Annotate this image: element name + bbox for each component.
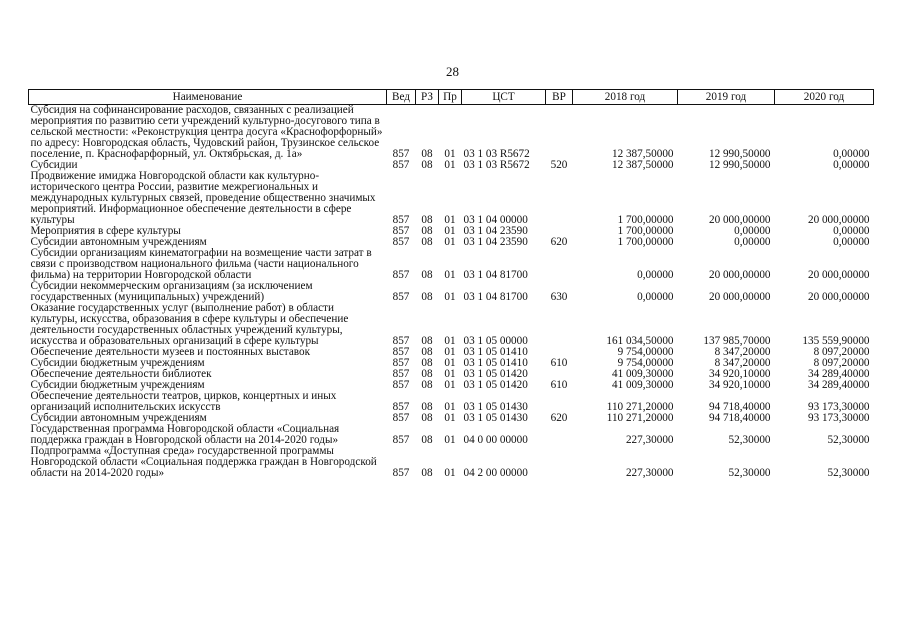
cell-rz: 08 <box>421 467 433 479</box>
page-number: 28 <box>446 64 459 79</box>
cell-2020: 93 173,30000 <box>807 412 870 424</box>
cell-cst: 03 1 04 81700 <box>463 291 528 303</box>
cell-2018: 0,00000 <box>637 291 674 303</box>
cell-2020: 20 000,00000 <box>807 291 870 303</box>
header-cst: ЦСТ <box>462 90 546 105</box>
cell-vr <box>546 424 573 446</box>
cell-2018: 1 700,00000 <box>617 225 674 237</box>
cell-vr: 610 <box>550 357 568 369</box>
cell-2018: 9 754,00000 <box>617 357 674 369</box>
cell-ved: 857 <box>392 148 410 160</box>
cell-cst: 04 2 00 00000 <box>463 467 528 479</box>
cell-name: Продвижение имиджа Новгородской области как культурно-исторического центра России, развитие межрегиональных и международных культурных связей, проведение общественно значимых мероприятий. Информационное обеспечение деятельности в сфере культуры <box>30 170 376 226</box>
cell-name: Субсидии некоммерческим организациям (за исключением государственных (муниципальных) учреждений) <box>30 280 313 303</box>
cell-cst: 03 1 03 R5672 <box>463 159 530 171</box>
cell-2020: 34 289,40000 <box>807 368 870 380</box>
cell-pr: 01 <box>444 269 456 281</box>
cell-pr: 01 <box>444 368 456 380</box>
cell-2018: 1 700,00000 <box>617 236 674 248</box>
cell-pr: 01 <box>444 357 456 369</box>
cell-vr <box>546 248 573 281</box>
cell-pr: 01 <box>444 434 456 446</box>
cell-2020: 8 097,20000 <box>813 346 870 358</box>
cell-name: Субсидии бюджетным учреждениям <box>30 357 205 369</box>
cell-cst: 03 1 05 01430 <box>463 412 528 424</box>
cell-2019: 34 920,10000 <box>708 368 771 380</box>
table-row <box>29 303 874 347</box>
table-row <box>29 105 874 161</box>
cell-vr: 610 <box>550 379 568 391</box>
cell-cst: 03 1 05 01430 <box>463 401 528 413</box>
cell-name: Субсидия на софинансирование расходов, связанных с реализацией мероприятия по развитию сети учреждений культурно-досугового типа в сельской местности: «Реконструкция центра досуга «Краснофорфорный» по адресу: Новгородская область, Чудовский район, Трузинское сельское поселение, п. Краснофарфорный, ул. Октябрьская, д. 1а» <box>30 104 383 160</box>
cell-2019: 137 985,70000 <box>703 335 771 347</box>
cell-2019: 34 920,10000 <box>708 379 771 391</box>
cell-pr: 01 <box>444 401 456 413</box>
cell-cst: 03 1 05 01420 <box>463 368 528 380</box>
cell-pr: 01 <box>444 412 456 424</box>
cell-2019: 20 000,00000 <box>708 269 771 281</box>
cell-2018: 110 271,20000 <box>606 412 674 424</box>
header-2019: 2019 год <box>678 90 775 105</box>
cell-pr: 01 <box>444 236 456 248</box>
cell-pr: 01 <box>444 379 456 391</box>
cell-rz: 08 <box>421 412 433 424</box>
cell-ved: 857 <box>392 434 410 446</box>
header-pr: Пр <box>439 90 462 105</box>
cell-pr: 01 <box>444 159 456 171</box>
cell-2018: 1 700,00000 <box>617 214 674 226</box>
cell-2019: 8 347,20000 <box>714 357 771 369</box>
cell-2020: 135 559,90000 <box>802 335 870 347</box>
cell-2019: 94 718,40000 <box>708 401 771 413</box>
cell-2019: 94 718,40000 <box>708 412 771 424</box>
cell-2019: 52,30000 <box>728 434 771 446</box>
cell-2019: 20 000,00000 <box>708 214 771 226</box>
cell-vr <box>546 446 573 479</box>
cell-name: Мероприятия в сфере культуры <box>30 225 181 237</box>
header-vr: ВР <box>546 90 573 105</box>
cell-name: Обеспечение деятельности музеев и постоянных выставок <box>30 346 311 358</box>
cell-ved: 857 <box>392 214 410 226</box>
cell-vr <box>546 303 573 347</box>
table-row <box>29 391 874 413</box>
cell-vr: 620 <box>550 236 568 248</box>
cell-2020: 8 097,20000 <box>813 357 870 369</box>
table-row <box>29 424 874 446</box>
cell-name: Субсидии <box>30 159 78 171</box>
cell-rz: 08 <box>421 225 433 237</box>
cell-2018: 0,00000 <box>637 269 674 281</box>
cell-2020: 20 000,00000 <box>807 269 870 281</box>
cell-rz: 08 <box>421 291 433 303</box>
cell-2018: 110 271,20000 <box>606 401 674 413</box>
table-row <box>29 446 874 479</box>
cell-2019: 12 990,50000 <box>708 148 771 160</box>
cell-rz: 08 <box>421 148 433 160</box>
cell-rz: 08 <box>421 236 433 248</box>
cell-ved: 857 <box>392 236 410 248</box>
cell-cst: 03 1 05 01410 <box>463 346 528 358</box>
cell-2018: 12 387,50000 <box>611 159 674 171</box>
cell-2020: 0,00000 <box>833 148 870 160</box>
cell-2019: 20 000,00000 <box>708 291 771 303</box>
cell-rz: 08 <box>421 346 433 358</box>
cell-2020: 20 000,00000 <box>807 214 870 226</box>
cell-2020: 93 173,30000 <box>807 401 870 413</box>
cell-ved: 857 <box>392 357 410 369</box>
cell-cst: 03 1 05 01420 <box>463 379 528 391</box>
cell-2019: 8 347,20000 <box>714 346 771 358</box>
cell-name: Подпрограмма «Доступная среда» государственной программы Новгородской области «Социальная поддержка граждан в Новгородской области на 2014-2020 годы» <box>30 445 377 479</box>
cell-vr: 620 <box>550 412 568 424</box>
cell-2018: 161 034,50000 <box>606 335 674 347</box>
cell-name: Оказание государственных услуг (выполнение работ) в области культуры, искусства, образования в сфере культуры и обеспечение деятельности государственных областных учреждений культуры, искусства и образовательных организаций в сфере культуры <box>30 302 349 347</box>
cell-2018: 12 387,50000 <box>611 148 674 160</box>
header-rz: РЗ <box>416 90 439 105</box>
cell-pr: 01 <box>444 225 456 237</box>
cell-name: Субсидии автономным учреждениям <box>30 412 207 424</box>
cell-vr: 630 <box>550 291 568 303</box>
cell-rz: 08 <box>421 269 433 281</box>
cell-2020: 0,00000 <box>833 236 870 248</box>
cell-name: Субсидии бюджетным учреждениям <box>30 379 205 391</box>
header-name: Наименование <box>29 90 387 105</box>
cell-pr: 01 <box>444 291 456 303</box>
cell-ved: 857 <box>392 379 410 391</box>
cell-2018: 227,30000 <box>625 434 674 446</box>
cell-rz: 08 <box>421 368 433 380</box>
cell-pr: 01 <box>444 346 456 358</box>
cell-pr: 01 <box>444 214 456 226</box>
cell-2020: 52,30000 <box>827 434 870 446</box>
table-header-row <box>29 90 874 105</box>
cell-pr: 01 <box>444 148 456 160</box>
cell-2018: 227,30000 <box>625 467 674 479</box>
header-2020: 2020 год <box>775 90 874 105</box>
cell-vr: 520 <box>550 159 568 171</box>
cell-2020: 52,30000 <box>827 467 870 479</box>
cell-cst: 04 0 00 00000 <box>463 434 528 446</box>
cell-rz: 08 <box>421 159 433 171</box>
table-row <box>29 281 874 303</box>
cell-cst: 03 1 04 00000 <box>463 214 528 226</box>
cell-ved: 857 <box>392 346 410 358</box>
table-row <box>29 171 874 226</box>
cell-ved: 857 <box>392 291 410 303</box>
cell-cst: 03 1 05 01410 <box>463 357 528 369</box>
cell-cst: 03 1 05 00000 <box>463 335 528 347</box>
cell-vr <box>546 105 573 161</box>
cell-2019: 0,00000 <box>734 225 771 237</box>
cell-2020: 34 289,40000 <box>807 379 870 391</box>
cell-2020: 0,00000 <box>833 159 870 171</box>
cell-ved: 857 <box>392 269 410 281</box>
cell-ved: 857 <box>392 467 410 479</box>
cell-rz: 08 <box>421 357 433 369</box>
cell-rz: 08 <box>421 379 433 391</box>
cell-ved: 857 <box>392 368 410 380</box>
cell-vr <box>546 391 573 413</box>
table-row <box>29 248 874 281</box>
cell-2019: 12 990,50000 <box>708 159 771 171</box>
cell-ved: 857 <box>392 401 410 413</box>
cell-name: Субсидии автономным учреждениям <box>30 236 207 248</box>
cell-rz: 08 <box>421 434 433 446</box>
cell-cst: 03 1 04 23590 <box>463 236 528 248</box>
cell-2018: 41 009,30000 <box>611 368 674 380</box>
cell-cst: 03 1 04 81700 <box>463 269 528 281</box>
cell-cst: 03 1 04 23590 <box>463 225 528 237</box>
table-body <box>29 105 874 480</box>
cell-name: Государственная программа Новгородской области «Социальная поддержка граждан в Новгородской области на 2014-2020 годы» <box>30 423 340 446</box>
cell-2019: 0,00000 <box>734 236 771 248</box>
cell-ved: 857 <box>392 225 410 237</box>
cell-2019: 52,30000 <box>728 467 771 479</box>
cell-rz: 08 <box>421 214 433 226</box>
cell-2018: 9 754,00000 <box>617 346 674 358</box>
header-2018: 2018 год <box>573 90 678 105</box>
cell-rz: 08 <box>421 401 433 413</box>
cell-pr: 01 <box>444 467 456 479</box>
cell-ved: 857 <box>392 159 410 171</box>
cell-rz: 08 <box>421 335 433 347</box>
cell-ved: 857 <box>392 412 410 424</box>
cell-ved: 857 <box>392 335 410 347</box>
header-ved: Вед <box>387 90 416 105</box>
cell-2018: 41 009,30000 <box>611 379 674 391</box>
cell-name: Обеспечение деятельности библиотек <box>30 368 212 380</box>
cell-cst: 03 1 03 R5672 <box>463 148 530 160</box>
cell-name: Субсидии организациям кинематографии на возмещение части затрат в связи с производством национального фильма (части национального фильма) на территории Новгородской области <box>30 247 372 281</box>
cell-name: Обеспечение деятельности театров, цирков, концертных и иных организаций исполнительских искусств <box>30 390 337 413</box>
cell-vr <box>546 171 573 226</box>
cell-2020: 0,00000 <box>833 225 870 237</box>
budget-table <box>28 89 874 479</box>
cell-pr: 01 <box>444 335 456 347</box>
